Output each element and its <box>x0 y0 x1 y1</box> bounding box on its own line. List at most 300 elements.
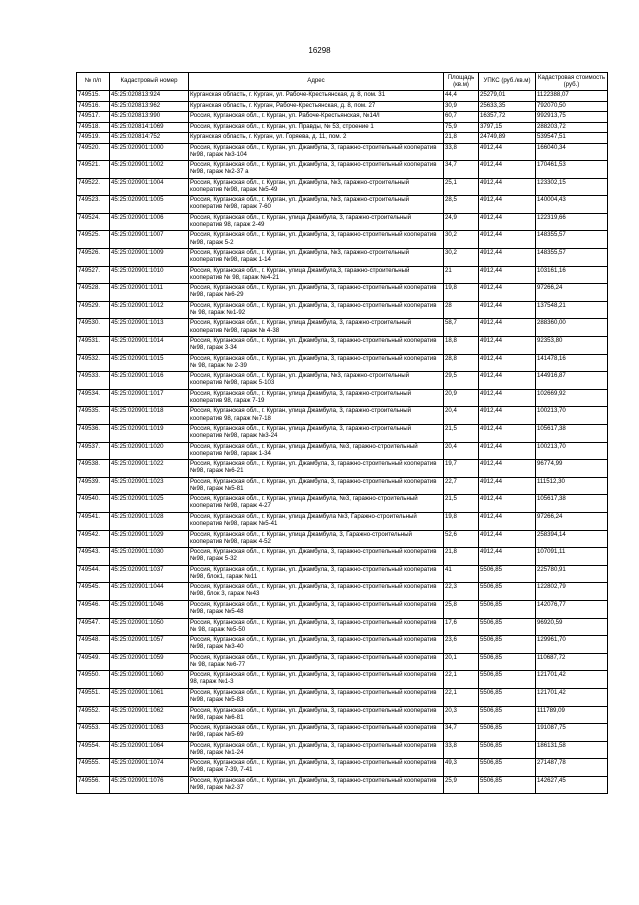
cadastral-cost: 142076,77 <box>536 600 608 618</box>
row-number: 749537. <box>77 442 110 460</box>
page-number: 16298 <box>308 46 331 55</box>
table-row <box>77 249 608 267</box>
address: Россия, Курганская обл., г. Курган, ул. Джамбула, 3, гаражно-строительный кооператив №98, блок1, гараж №11 <box>189 565 444 583</box>
area: 21,8 <box>444 548 479 566</box>
upks: 4912,44 <box>479 249 536 267</box>
address: Курганская область, г. Курган, Рабоче-Крестьянская, д. 8, пом. 27 <box>189 101 444 112</box>
cadastral-cost: 97266,24 <box>536 512 608 530</box>
address: Россия, Курганская обл., г. Курган, улица Джамбула, 3, Гаражно-строительный кооператив №98, гараж 4-52 <box>189 530 444 548</box>
table-row <box>77 284 608 302</box>
cadastral-cost: 111789,09 <box>536 706 608 724</box>
address: Россия, Курганская обл., г. Курган, улица Джамбула, 3, гаражно-строительный кооператив 98, гараж 7-19 <box>189 389 444 407</box>
cadastral-number: 45:25:020901:1061 <box>110 688 189 706</box>
area: 28,8 <box>444 354 479 372</box>
upks: 5506,85 <box>479 600 536 618</box>
row-number: 749539. <box>77 477 110 495</box>
upks: 4912,44 <box>479 337 536 355</box>
cadastral-number: 45:25:020901:1059 <box>110 653 189 671</box>
area: 22,7 <box>444 477 479 495</box>
row-number: 749520. <box>77 143 110 161</box>
address: Россия, Курганская обл., г. Курган, ул. Джамбула, 3, гаражно-строительный кооператив №98, гараж №5-69 <box>189 724 444 742</box>
row-number: 749523. <box>77 196 110 214</box>
row-number: 749556. <box>77 776 110 794</box>
cadastral-cost: 141478,16 <box>536 354 608 372</box>
upks: 4912,44 <box>479 425 536 443</box>
area: 21 <box>444 266 479 284</box>
cadastral-number: 45:25:020901:1010 <box>110 266 189 284</box>
table-row <box>77 231 608 249</box>
cadastral-number: 45:25:020901:1028 <box>110 512 189 530</box>
address: Россия, Курганская обл., г. Курган, ул. Джамбула, 3, гаражно-строительный кооператив №98, гараж №2-37 <box>189 776 444 794</box>
cadastral-number: 45:25:020814:1069 <box>110 122 189 133</box>
table-row <box>77 122 608 133</box>
cadastral-cost: 123302,15 <box>536 178 608 196</box>
area: 19,7 <box>444 460 479 478</box>
area: 20,1 <box>444 653 479 671</box>
cadastral-number: 45:25:020901:1063 <box>110 724 189 742</box>
cadastral-cost: 121701,42 <box>536 671 608 689</box>
table-row <box>77 477 608 495</box>
address: Россия, Курганская обл., г. Курган, ул. Джамбула, 3, гаражно-строительный кооператив № 98, гараж №1-92 <box>189 301 444 319</box>
cadastral-cost: 186131,58 <box>536 741 608 759</box>
upks: 4912,44 <box>479 319 536 337</box>
header-number: № п/п <box>77 73 110 91</box>
table-row <box>77 724 608 742</box>
cadastral-number: 45:25:020901:1044 <box>110 583 189 601</box>
upks: 16357,72 <box>479 112 536 123</box>
address: Россия, Курганская обл., г. Курган, ул. Джамбула, №3, гаражно-строительный кооператив №98, гараж 5-103 <box>189 372 444 390</box>
area: 30,2 <box>444 231 479 249</box>
table-row <box>77 530 608 548</box>
row-number: 749524. <box>77 213 110 231</box>
upks: 4912,44 <box>479 213 536 231</box>
row-number: 749545. <box>77 583 110 601</box>
table-row <box>77 213 608 231</box>
address: Россия, Курганская обл., г. Курган, улица Джамбула, 3, гаражно-строительный кооператив №98, гараж №3-24 <box>189 425 444 443</box>
upks: 5506,85 <box>479 653 536 671</box>
upks: 4912,44 <box>479 512 536 530</box>
area: 33,8 <box>444 741 479 759</box>
table-row <box>77 301 608 319</box>
area: 34,7 <box>444 161 479 179</box>
row-number: 749525. <box>77 231 110 249</box>
address: Россия, Курганская обл., г. Курган, ул. Джамбула, 3, гаражно-строительный кооператив № 98, гараж №5-50 <box>189 618 444 636</box>
upks: 5506,85 <box>479 741 536 759</box>
row-number: 749554. <box>77 741 110 759</box>
upks: 25633,35 <box>479 101 536 112</box>
cadastral-number: 45:25:020813:962 <box>110 101 189 112</box>
table-row <box>77 583 608 601</box>
cadastral-number: 45:25:020901:1005 <box>110 196 189 214</box>
area: 19,8 <box>444 284 479 302</box>
cadastral-cost: 225780,91 <box>536 565 608 583</box>
table-row <box>77 671 608 689</box>
table-row <box>77 495 608 513</box>
row-number: 749553. <box>77 724 110 742</box>
row-number: 749536. <box>77 425 110 443</box>
area: 20,9 <box>444 389 479 407</box>
address: Россия, Курганская обл., г. Курган, ул. Джамбула, №3, гаражно-строительный кооператив №98, гараж №5-49 <box>189 178 444 196</box>
cadastral-cost: 170461,53 <box>536 161 608 179</box>
area: 30,2 <box>444 249 479 267</box>
row-number: 749518. <box>77 122 110 133</box>
upks: 5506,85 <box>479 759 536 777</box>
cadastral-number: 45:25:020901:1019 <box>110 425 189 443</box>
upks: 4912,44 <box>479 407 536 425</box>
cadastral-cost: 100213,70 <box>536 407 608 425</box>
area: 21,5 <box>444 425 479 443</box>
area: 21,5 <box>444 495 479 513</box>
cadastral-number: 45:25:020901:1011 <box>110 284 189 302</box>
address: Россия, Курганская обл., г. Курган, ул. Джамбула, 3, гаражно-строительный кооператив №98, гараж №2-37 а <box>189 161 444 179</box>
cadastral-cost: 122319,66 <box>536 213 608 231</box>
table-row <box>77 618 608 636</box>
area: 24,9 <box>444 213 479 231</box>
cadastral-number: 45:25:020901:1046 <box>110 600 189 618</box>
row-number: 749552. <box>77 706 110 724</box>
cadastral-cost: 144916,87 <box>536 372 608 390</box>
area: 20,4 <box>444 442 479 460</box>
upks: 4912,44 <box>479 354 536 372</box>
cadastral-cost: 96774,99 <box>536 460 608 478</box>
table-body <box>77 91 608 794</box>
upks: 4912,44 <box>479 372 536 390</box>
upks: 4912,44 <box>479 477 536 495</box>
row-number: 749550. <box>77 671 110 689</box>
cadastral-cost: 107091,11 <box>536 548 608 566</box>
table-row <box>77 101 608 112</box>
cadastral-cost: 103161,16 <box>536 266 608 284</box>
cadastral-number: 45:25:020901:1064 <box>110 741 189 759</box>
table-row <box>77 442 608 460</box>
upks: 5506,85 <box>479 776 536 794</box>
cadastral-cost: 1122388,07 <box>536 91 608 102</box>
upks: 4912,44 <box>479 266 536 284</box>
address: Россия, Курганская обл., г. Курган, ул. Джамбула, 3, гаражно-строительный кооператив №98, гараж 5-2 <box>189 231 444 249</box>
table-row <box>77 512 608 530</box>
cadastral-cost: 539547,51 <box>536 133 608 144</box>
cadastral-number: 45:25:020901:1013 <box>110 319 189 337</box>
area: 44,4 <box>444 91 479 102</box>
upks: 5506,85 <box>479 618 536 636</box>
table-row <box>77 266 608 284</box>
table-row <box>77 178 608 196</box>
row-number: 749519. <box>77 133 110 144</box>
upks: 4912,44 <box>479 495 536 513</box>
address: Россия, Курганская обл., г. Курган, ул. Джамбула, 3, гаражно-строительный кооператив №98, гараж №5-81 <box>189 477 444 495</box>
header-address: Адрес <box>189 73 444 91</box>
upks: 25279,01 <box>479 91 536 102</box>
row-number: 749535. <box>77 407 110 425</box>
area: 33,8 <box>444 143 479 161</box>
row-number: 749515. <box>77 91 110 102</box>
cadastral-number: 45:25:020901:1037 <box>110 565 189 583</box>
address: Россия, Курганская обл., г. Курган, ул. Джамбула, 3, гаражно-строительный кооператив №98, гараж 7-39, 7-41 <box>189 759 444 777</box>
cadastral-number: 45:25:020901:1057 <box>110 636 189 654</box>
cadastral-number: 45:25:020901:1023 <box>110 477 189 495</box>
address: Россия, Курганская обл., г. Курган, ул. Джамбула, 3, гаражно-строительный кооператив №98, гараж №6-21 <box>189 460 444 478</box>
cadastral-cost: 271487,78 <box>536 759 608 777</box>
area: 22,1 <box>444 688 479 706</box>
row-number: 749547. <box>77 618 110 636</box>
area: 22,3 <box>444 583 479 601</box>
area: 21,8 <box>444 133 479 144</box>
row-number: 749522. <box>77 178 110 196</box>
row-number: 749534. <box>77 389 110 407</box>
cadastral-number: 45:25:020901:1030 <box>110 548 189 566</box>
row-number: 749533. <box>77 372 110 390</box>
address: Россия, Курганская обл., г. Курган, улица Джамбула, №3, гаражно-строительный кооператив №98, гараж 4-27 <box>189 495 444 513</box>
cadastral-number: 45:25:020901:1020 <box>110 442 189 460</box>
row-number: 749555. <box>77 759 110 777</box>
row-number: 749544. <box>77 565 110 583</box>
address: Россия, Курганская обл., г. Курган, ул. Джамбула, 3, гаражно-строительный кооператив №98, гараж 5-32 <box>189 548 444 566</box>
cadastral-number: 45:25:020901:1009 <box>110 249 189 267</box>
cadastral-number: 45:25:020901:1062 <box>110 706 189 724</box>
cadastral-number: 45:25:020901:1004 <box>110 178 189 196</box>
address: Курганская область, г. Курган, ул. Рабоче-Крестьянская, д. 8, пом. 31 <box>189 91 444 102</box>
upks: 4912,44 <box>479 196 536 214</box>
row-number: 749529. <box>77 301 110 319</box>
area: 20,3 <box>444 706 479 724</box>
area: 30,9 <box>444 101 479 112</box>
cadastral-number: 45:25:020901:1022 <box>110 460 189 478</box>
address: Россия, Курганская обл., г. Курган, ул. Джамбула, 3, гаражно-строительный кооператив №98, гараж №1-24 <box>189 741 444 759</box>
cadastral-cost: 96920,59 <box>536 618 608 636</box>
area: 41 <box>444 565 479 583</box>
address: Россия, Курганская обл., г. Курган, ул. Джамбула, 3, гаражно-строительный кооператив № 98, гараж №6-77 <box>189 653 444 671</box>
area: 49,3 <box>444 759 479 777</box>
cadastral-cost: 100213,70 <box>536 442 608 460</box>
row-number: 749543. <box>77 548 110 566</box>
address: Россия, Курганская обл., г. Курган, ул. Джамбула, №3, гаражно-строительный кооператив №98, гараж 1-14 <box>189 249 444 267</box>
header-cadastral-cost: Кадастровая стоимость (руб.) <box>536 73 608 91</box>
row-number: 749540. <box>77 495 110 513</box>
cadastral-number: 45:25:020901:1076 <box>110 776 189 794</box>
cadastral-number: 45:25:020901:1000 <box>110 143 189 161</box>
header-cadastral-number: Кадастровый номер <box>110 73 189 91</box>
area: 19,8 <box>444 512 479 530</box>
area: 18,8 <box>444 337 479 355</box>
upks: 4912,44 <box>479 231 536 249</box>
cadastral-table <box>76 72 608 794</box>
area: 28,5 <box>444 196 479 214</box>
address: Россия, Курганская обл., г. Курган, улица Джамбула, 3, гаражно-строительный кооператив 98, гараж №7-18 <box>189 407 444 425</box>
address: Россия, Курганская обл., г. Курган, улица Джамбула, 3, гаражно-строительный кооператив 98, гараж 2-49 <box>189 213 444 231</box>
row-number: 749532. <box>77 354 110 372</box>
upks: 3797,15 <box>479 122 536 133</box>
upks: 5506,85 <box>479 724 536 742</box>
address: Россия, Курганская обл., г. Курган, ул. Джамбула, 3, гаражно-строительный кооператив №98, гараж №3-40 <box>189 636 444 654</box>
address: Россия, Курганская обл., г. Курган, ул. Джамбула, 3, гаражно-строительный кооператив №98, гараж №6-29 <box>189 284 444 302</box>
cadastral-cost: 148355,57 <box>536 249 608 267</box>
address: Россия, Курганская обл., г. Курган, ул. Джамбула, №3, гаражно-строительный кооператив №98, гараж 7-60 <box>189 196 444 214</box>
table-row <box>77 337 608 355</box>
address: Россия, Курганская обл., г. Курган, ул. Джамбула, 3, гаражно-строительный кооператив №98, гараж №5-48 <box>189 600 444 618</box>
cadastral-cost: 992913,75 <box>536 112 608 123</box>
address: Россия, Курганская обл., г. Курган, улица Джамбула, №3, гаражно-строительный кооператив №98, гараж 1-34 <box>189 442 444 460</box>
address: Россия, Курганская обл., г. Курган, ул. Джамбула, 3, гаражно-строительный кооператив № 98, гараж № 2-39 <box>189 354 444 372</box>
row-number: 749549. <box>77 653 110 671</box>
cadastral-number: 45:25:020814:752 <box>110 133 189 144</box>
cadastral-cost: 105617,38 <box>536 495 608 513</box>
table-row <box>77 407 608 425</box>
table-row <box>77 143 608 161</box>
upks: 5506,85 <box>479 671 536 689</box>
address: Россия, Курганская обл., г. Курган, ул. Джамбула, 3, гаражно-строительный кооператив 98, гараж №1-3 <box>189 671 444 689</box>
table-row <box>77 548 608 566</box>
table-row <box>77 389 608 407</box>
cadastral-number: 45:25:020901:1007 <box>110 231 189 249</box>
upks: 5506,85 <box>479 565 536 583</box>
address: Россия, Курганская обл., г. Курган, ул. Джамбула, 3, гаражно-строительный кооператив №98, блок 3, гараж №43 <box>189 583 444 601</box>
address: Россия, Курганская обл., г. Курган, ул. Джамбула, 3, гаражно-строительный кооператив №98, гараж №5-83 <box>189 688 444 706</box>
table-row <box>77 319 608 337</box>
table-row <box>77 759 608 777</box>
row-number: 749542. <box>77 530 110 548</box>
row-number: 749517. <box>77 112 110 123</box>
area: 75,9 <box>444 122 479 133</box>
table-row <box>77 653 608 671</box>
cadastral-cost: 288360,00 <box>536 319 608 337</box>
cadastral-cost: 129961,70 <box>536 636 608 654</box>
table-header-row <box>77 73 608 91</box>
address: Россия, Курганская обл., г. Курган, улица Джамбула №3, Гаражно-строительный кооператив №98, гараж №5-41 <box>189 512 444 530</box>
header-upks: УПКС (руб./кв.м) <box>479 73 536 91</box>
cadastral-cost: 137548,21 <box>536 301 608 319</box>
row-number: 749538. <box>77 460 110 478</box>
row-number: 749527. <box>77 266 110 284</box>
cadastral-cost: 97266,24 <box>536 284 608 302</box>
row-number: 749528. <box>77 284 110 302</box>
table-row <box>77 425 608 443</box>
cadastral-cost: 166040,34 <box>536 143 608 161</box>
row-number: 749530. <box>77 319 110 337</box>
upks: 5506,85 <box>479 706 536 724</box>
area: 34,7 <box>444 724 479 742</box>
cadastral-number: 45:25:020901:1025 <box>110 495 189 513</box>
table-row <box>77 741 608 759</box>
address: Россия, Курганская обл., г. Курган, улица Джамбула, 3, гаражно-строительный кооператив №98, гараж № 4-38 <box>189 319 444 337</box>
area: 20,4 <box>444 407 479 425</box>
row-number: 749521. <box>77 161 110 179</box>
cadastral-number: 45:25:020901:1006 <box>110 213 189 231</box>
cadastral-number: 45:25:020901:1015 <box>110 354 189 372</box>
upks: 4912,44 <box>479 143 536 161</box>
area: 25,8 <box>444 600 479 618</box>
cadastral-cost: 111512,30 <box>536 477 608 495</box>
cadastral-cost: 121701,42 <box>536 688 608 706</box>
table-row <box>77 776 608 794</box>
address: Россия, Курганская обл., г. Курган, ул. Джамбула, 3, гаражно-строительный кооператив №98, гараж №6-81 <box>189 706 444 724</box>
table-row <box>77 112 608 123</box>
row-number: 749531. <box>77 337 110 355</box>
cadastral-number: 45:25:020901:1017 <box>110 389 189 407</box>
table-row <box>77 196 608 214</box>
table-row <box>77 600 608 618</box>
upks: 4912,44 <box>479 442 536 460</box>
address: Курганская область, г. Курган, ул. Горяева, д. 11, пом. 2 <box>189 133 444 144</box>
row-number: 749541. <box>77 512 110 530</box>
row-number: 749551. <box>77 688 110 706</box>
table-row <box>77 91 608 102</box>
cadastral-cost: 92353,80 <box>536 337 608 355</box>
address: Россия, Курганская обл., г. Курган, улица Джамбула,3, гаражно-строительный кооператив № 98, гараж №4-21 <box>189 266 444 284</box>
area: 52,6 <box>444 530 479 548</box>
upks: 4912,44 <box>479 284 536 302</box>
cadastral-number: 45:25:020901:1018 <box>110 407 189 425</box>
address: Россия, Курганская обл., г. Курган, ул. Рабоче-Крестьянская, №14/I <box>189 112 444 123</box>
upks: 24749,89 <box>479 133 536 144</box>
table-row <box>77 161 608 179</box>
upks: 4912,44 <box>479 301 536 319</box>
cadastral-number: 45:25:020901:1002 <box>110 161 189 179</box>
table-row <box>77 372 608 390</box>
upks: 5506,85 <box>479 583 536 601</box>
table-row <box>77 636 608 654</box>
row-number: 749546. <box>77 600 110 618</box>
cadastral-cost: 102669,92 <box>536 389 608 407</box>
cadastral-number: 45:25:020901:1029 <box>110 530 189 548</box>
address: Россия, Курганская обл., г. Курган, ул. Джамбула, 3, гаражно-строительный кооператив №98, гараж 3-34 <box>189 337 444 355</box>
upks: 4912,44 <box>479 460 536 478</box>
cadastral-number: 45:25:020813:924 <box>110 91 189 102</box>
address: Россия, Курганская обл., г. Курган, ул. Правды, № 53, строение 1 <box>189 122 444 133</box>
cadastral-cost: 110687,72 <box>536 653 608 671</box>
cadastral-cost: 191087,75 <box>536 724 608 742</box>
area: 25,1 <box>444 178 479 196</box>
row-number: 749516. <box>77 101 110 112</box>
table-row <box>77 460 608 478</box>
row-number: 749526. <box>77 249 110 267</box>
area: 29,5 <box>444 372 479 390</box>
cadastral-number: 45:25:020901:1060 <box>110 671 189 689</box>
cadastral-cost: 122802,79 <box>536 583 608 601</box>
upks: 4912,44 <box>479 161 536 179</box>
cadastral-number: 45:25:020901:1014 <box>110 337 189 355</box>
upks: 5506,85 <box>479 636 536 654</box>
upks: 4912,44 <box>479 389 536 407</box>
cadastral-number: 45:25:020813:990 <box>110 112 189 123</box>
upks: 4912,44 <box>479 530 536 548</box>
cadastral-cost: 105617,38 <box>536 425 608 443</box>
area: 22,1 <box>444 671 479 689</box>
area: 60,7 <box>444 112 479 123</box>
upks: 4912,44 <box>479 548 536 566</box>
table-row <box>77 706 608 724</box>
cadastral-cost: 140004,43 <box>536 196 608 214</box>
cadastral-cost: 258394,14 <box>536 530 608 548</box>
upks: 4912,44 <box>479 178 536 196</box>
header-area: Площадь (кв.м) <box>444 73 479 91</box>
area: 23,6 <box>444 636 479 654</box>
cadastral-cost: 148355,57 <box>536 231 608 249</box>
upks: 5506,85 <box>479 688 536 706</box>
table-row <box>77 133 608 144</box>
area: 58,7 <box>444 319 479 337</box>
table-row <box>77 688 608 706</box>
cadastral-cost: 792070,50 <box>536 101 608 112</box>
area: 28 <box>444 301 479 319</box>
address: Россия, Курганская обл., г. Курган, ул. Джамбула, 3, гаражно-строительный кооператив №98, гараж №3-104 <box>189 143 444 161</box>
area: 25,9 <box>444 776 479 794</box>
cadastral-number: 45:25:020901:1012 <box>110 301 189 319</box>
cadastral-number: 45:25:020901:1074 <box>110 759 189 777</box>
row-number: 749548. <box>77 636 110 654</box>
cadastral-cost: 142627,45 <box>536 776 608 794</box>
cadastral-number: 45:25:020901:1016 <box>110 372 189 390</box>
area: 17,6 <box>444 618 479 636</box>
